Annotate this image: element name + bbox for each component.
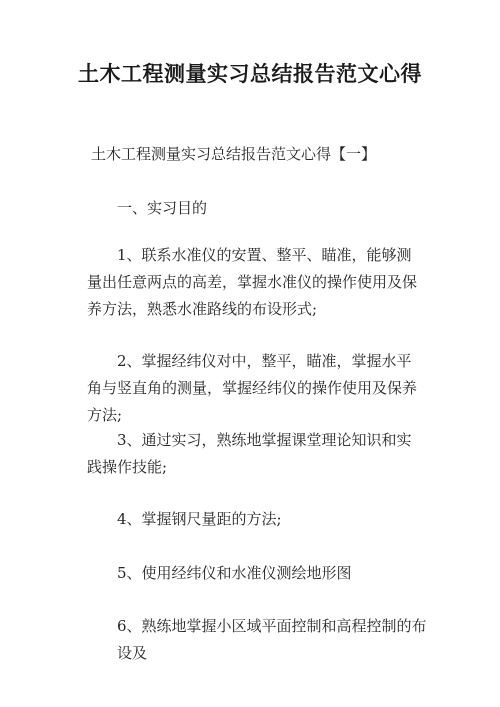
list-item: 6、熟练地掌握小区域平面控制和高程控制的布设及	[117, 617, 427, 662]
list-item: 5、使用经纬仪和水准仪测绘地形图	[117, 564, 352, 582]
document-subtitle: 土木工程测量实习总结报告范文心得【一】	[91, 145, 377, 163]
list-item: 2、掌握经纬仪对中，整平，瞄准，掌握水平角与竖直角的测量，掌握经纬仪的操作使用及保养方法;	[87, 352, 418, 424]
list-item: 4、掌握钢尺量距的方法;	[117, 510, 282, 528]
list-item: 3、通过实习，熟练地掌握课堂理论知识和实践操作技能;	[87, 431, 412, 476]
section-heading: 一、实习目的	[117, 199, 208, 217]
document-title: 土木工程测量实习总结报告范文心得	[78, 62, 422, 86]
list-item: 1、联系水准仪的安置、整平、瞄准，能够测量出任意两点的高差，掌握水准仪的操作使用及保养方法，熟悉水准路线的布设形式;	[87, 246, 418, 318]
